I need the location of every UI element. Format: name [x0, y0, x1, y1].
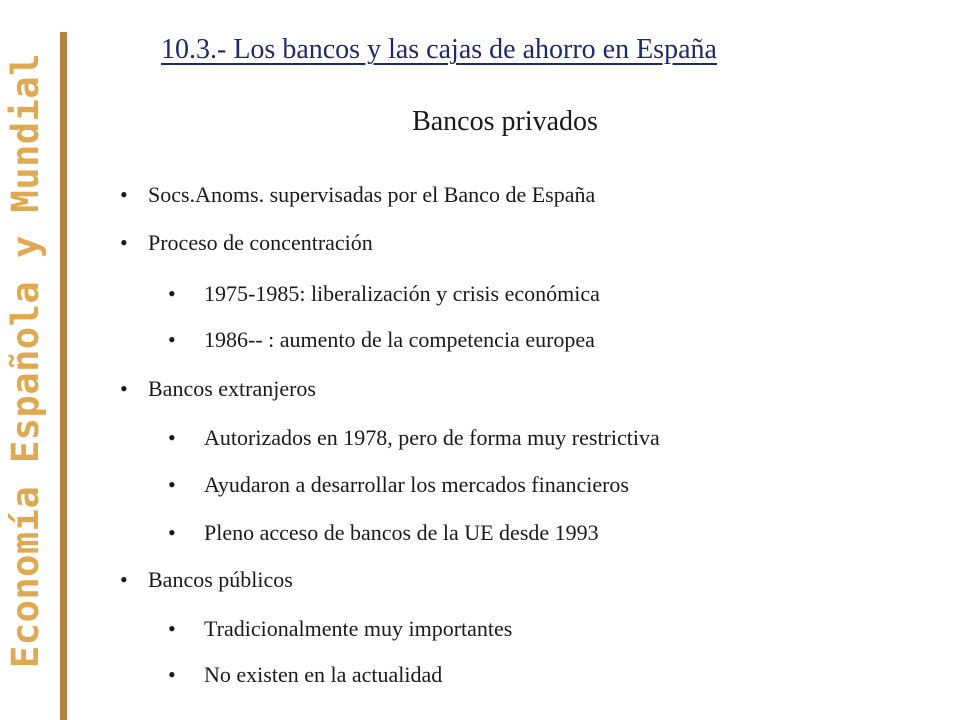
bullet-dot-icon: •: [168, 520, 176, 545]
bullet-dot-icon: •: [120, 376, 128, 401]
bullet-item: [120, 376, 316, 402]
bullet-dot-icon: •: [168, 616, 176, 641]
sub-bullet-item: [168, 616, 513, 642]
bullet-text: Bancos extranjeros: [148, 376, 316, 401]
bullet-item: [120, 567, 293, 593]
bullet-dot-icon: •: [120, 567, 128, 592]
bullet-dot-icon: •: [168, 472, 176, 497]
bullet-dot-icon: •: [168, 425, 176, 450]
bullet-dot-icon: •: [120, 230, 128, 255]
bullet-text: Bancos públicos: [148, 567, 293, 592]
sub-bullet-item: [168, 472, 629, 498]
sub-bullet-item: [168, 425, 660, 451]
bullet-text: 1975-1985: liberalización y crisis económica: [204, 281, 600, 306]
bullet-text: Pleno acceso de bancos de la UE desde 1993: [204, 520, 599, 545]
sub-bullet-item: [168, 662, 443, 688]
slide-title: 10.3.- Los bancos y las cajas de ahorro en España: [161, 34, 717, 65]
bullet-dot-icon: •: [168, 327, 176, 352]
bullet-dot-icon: •: [120, 182, 128, 207]
bullet-text: Proceso de concentración: [148, 230, 373, 255]
bullet-text: Ayudaron a desarrollar los mercados financieros: [204, 472, 629, 497]
bullet-text: Autorizados en 1978, pero de forma muy restrictiva: [204, 425, 660, 450]
bullet-item: [120, 230, 373, 256]
vertical-course-title-text: Economía Española y Mundial: [3, 52, 47, 668]
sub-bullet-item: [168, 520, 599, 546]
sub-bullet-item: [168, 327, 595, 353]
bullet-text: 1986-- : aumento de la competencia europea: [204, 327, 595, 352]
bullet-text: No existen en la actualidad: [204, 662, 443, 687]
bullet-dot-icon: •: [168, 281, 176, 306]
bullet-dot-icon: •: [168, 662, 176, 687]
bullet-item: [120, 182, 596, 208]
bullet-text: Tradicionalmente muy importantes: [204, 616, 513, 641]
bullet-text: Socs.Anoms. supervisadas por el Banco de España: [148, 182, 596, 207]
sub-bullet-item: [168, 281, 600, 307]
slide-subtitle: Bancos privados: [412, 106, 598, 137]
